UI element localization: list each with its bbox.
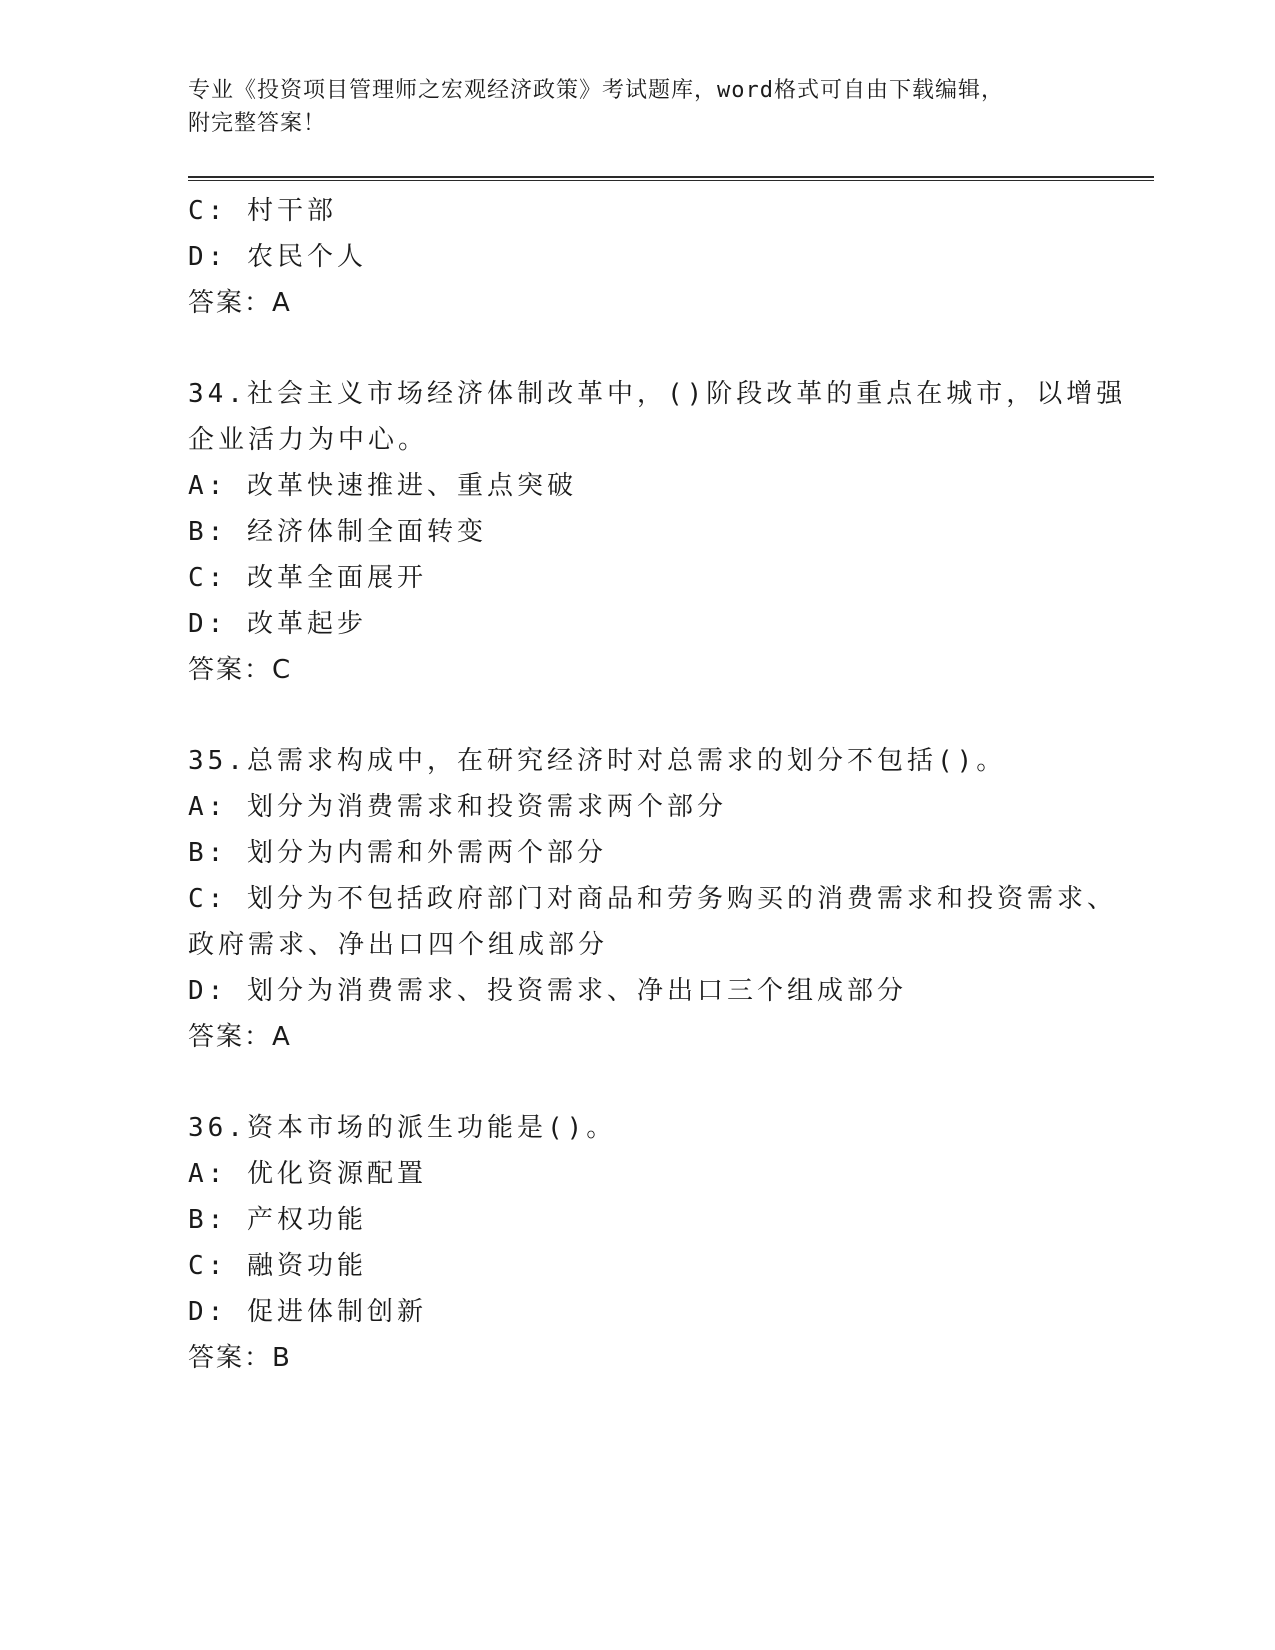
option-b: B: 产权功能	[188, 1205, 367, 1235]
spacer	[188, 1060, 1088, 1105]
option-d: D: 促进体制创新	[188, 1297, 427, 1327]
option-a: A: 改革快速推进、重点突破	[188, 471, 577, 501]
option-d: D: 改革起步	[188, 609, 367, 639]
document-header	[188, 74, 1088, 140]
option-c: C: 划分为不包括政府部门对商品和劳务购买的消费需求和投资需求、	[188, 884, 1117, 914]
answer-line: 答案：B	[188, 1343, 292, 1373]
option-b: B: 划分为内需和外需两个部分	[188, 838, 607, 868]
question-stem-continued: 企业活力为中心。	[188, 425, 429, 455]
question-list	[188, 188, 1127, 1381]
option-d: D: 划分为消费需求、投资需求、净出口三个组成部分	[188, 976, 907, 1006]
option-c-continued: 政府需求、净出口四个组成部分	[188, 930, 609, 960]
answer-line: 答案：A	[188, 1022, 292, 1052]
header-divider	[188, 176, 1154, 181]
question-stem: 35.总需求构成中，在研究经济时对总需求的划分不包括()。	[188, 746, 1007, 776]
answer-line: 答案：A	[188, 288, 292, 318]
option-b: B: 经济体制全面转变	[188, 517, 487, 547]
option-c: C: 改革全面展开	[188, 563, 427, 593]
option-c: C: 融资功能	[188, 1251, 367, 1281]
option-c: C: 村干部	[188, 196, 337, 226]
option-a: A: 划分为消费需求和投资需求两个部分	[188, 792, 727, 822]
question-36	[188, 1105, 1088, 1381]
option-d: D: 农民个人	[188, 242, 367, 272]
question-stem: 36.资本市场的派生功能是()。	[188, 1113, 617, 1143]
question-35	[188, 738, 1117, 1060]
spacer	[188, 693, 1088, 738]
option-a: A: 优化资源配置	[188, 1159, 427, 1189]
question-stem: 34.社会主义市场经济体制改革中，()阶段改革的重点在城市，以增强	[188, 379, 1127, 409]
question-34	[188, 371, 1127, 693]
spacer	[188, 326, 1088, 371]
answer-line: 答案：C	[188, 655, 293, 685]
header-line-1: 专业《投资项目管理师之宏观经济政策》考试题库，word格式可自由下载编辑，	[188, 78, 1004, 103]
header-line-2: 附完整答案！	[188, 111, 327, 136]
previous-question-tail	[188, 188, 1088, 326]
